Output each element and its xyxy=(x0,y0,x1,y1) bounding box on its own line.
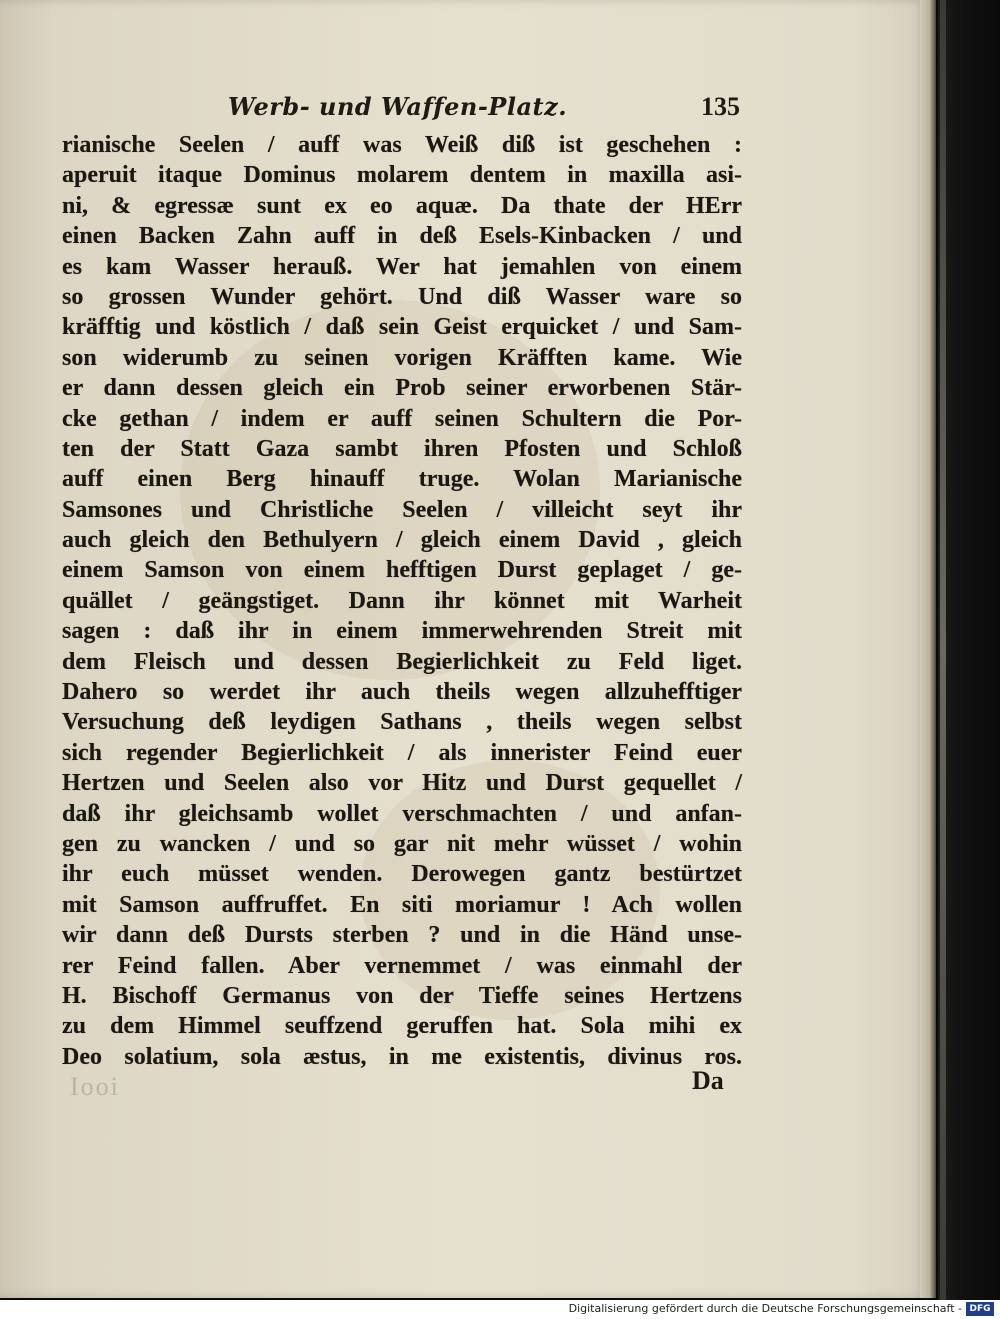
text-line: zu dem Himmel seuffzend geruffen hat. Sola mihi ex xyxy=(62,1013,742,1040)
text-line: dem Fleisch und dessen Begierlichkeit zu Feld liget. xyxy=(62,648,742,675)
text-line: es kam Wasser herauß. Wer hat jemahlen von einem xyxy=(62,253,742,280)
page-edge xyxy=(920,0,936,1298)
text-line: ten der Statt Gaza sambt ihren Pfosten und Schloß xyxy=(62,435,742,462)
text-line: rianische Seelen / auff was Weiß diß ist geschehen : xyxy=(62,132,742,158)
text-line: Dahero so werdet ihr auch theils wegen allzuhefftiger xyxy=(62,679,742,706)
text-line: Samsones und Christliche Seelen / villeicht seyt ihr xyxy=(62,496,742,523)
text-line: Versuchung deß leydigen Sathans , theils wegen selbst xyxy=(62,709,742,736)
footer-bar xyxy=(0,1300,1000,1319)
page-header xyxy=(70,92,750,128)
body-text xyxy=(62,130,742,1072)
dfg-logo-icon: DFG xyxy=(966,1302,994,1316)
text-line: mit Samson auffruffet. En siti moriamur ! Ach wollen xyxy=(62,891,742,918)
text-line: quället / geängstiget. Dann ihr könnet mit Warheit xyxy=(62,587,742,614)
text-line: einen Backen Zahn auff in deß Esels-Kinbacken / und xyxy=(62,223,742,250)
text-line: son widerumb zu seinen vorigen Kräfften kame. Wie xyxy=(62,344,742,371)
text-line: sagen : daß ihr in einem immerwehrenden Streit mit xyxy=(62,618,742,645)
text-line: kräfftig und köstlich / daß sein Geist erquicket / und Sam- xyxy=(62,314,742,341)
text-line: daß ihr gleichsamb wollet verschmachten / und anfan- xyxy=(62,800,742,827)
catchword: Da xyxy=(692,1066,724,1095)
text-line: cke gethan / indem er auff seinen Schultern die Por- xyxy=(62,405,742,432)
binding-highlight xyxy=(940,0,946,1300)
text-line: er dann dessen gleich ein Prob seiner erworbenen Stär- xyxy=(62,375,742,402)
text-line: auff einen Berg hinauff truge. Wolan Marianische xyxy=(62,466,742,493)
text-line: ihr euch müsset wenden. Derowegen gantz bestürtzet xyxy=(62,861,742,888)
footer-credit: Digitalisierung gefördert durch die Deutsche Forschungsgemeinschaft - xyxy=(568,1302,962,1315)
text-line: H. Bischoff Germanus von der Tieffe seines Hertzens xyxy=(62,982,742,1009)
text-line: sich regender Begierlichkeit / als innerister Feind euer xyxy=(62,739,742,766)
page-number: 135 xyxy=(701,92,740,121)
text-line: auch gleich den Bethulyern / gleich einem David , gleich xyxy=(62,527,742,554)
faint-ink-mark: Iooi xyxy=(70,1072,120,1101)
running-title: Werb- und Waffen-Platz. xyxy=(228,92,568,121)
text-line: aperuit itaque Dominus molarem dentem in maxilla asi- xyxy=(62,162,742,189)
text-line: rer Feind fallen. Aber vernemmet / was einmahl der xyxy=(62,952,742,979)
text-line: einem Samson von einem hefftigen Durst geplaget / ge- xyxy=(62,557,742,584)
text-line: gen zu wancken / und so gar nit mehr wüsset / wohin xyxy=(62,830,742,857)
text-line: Hertzen und Seelen also vor Hitz und Durst gequellet / xyxy=(62,770,742,797)
text-line: Deo solatium, sola æstus, in me existentis, divinus ros. xyxy=(62,1043,742,1070)
text-line: so grossen Wunder gehört. Und diß Wasser ware so xyxy=(62,283,742,310)
text-line: wir dann deß Dursts sterben ? und in die Händ unse- xyxy=(62,922,742,949)
text-line: ni, & egressæ sunt ex eo aquæ. Da thate der HErr xyxy=(62,192,742,219)
book-binding xyxy=(938,0,1000,1300)
